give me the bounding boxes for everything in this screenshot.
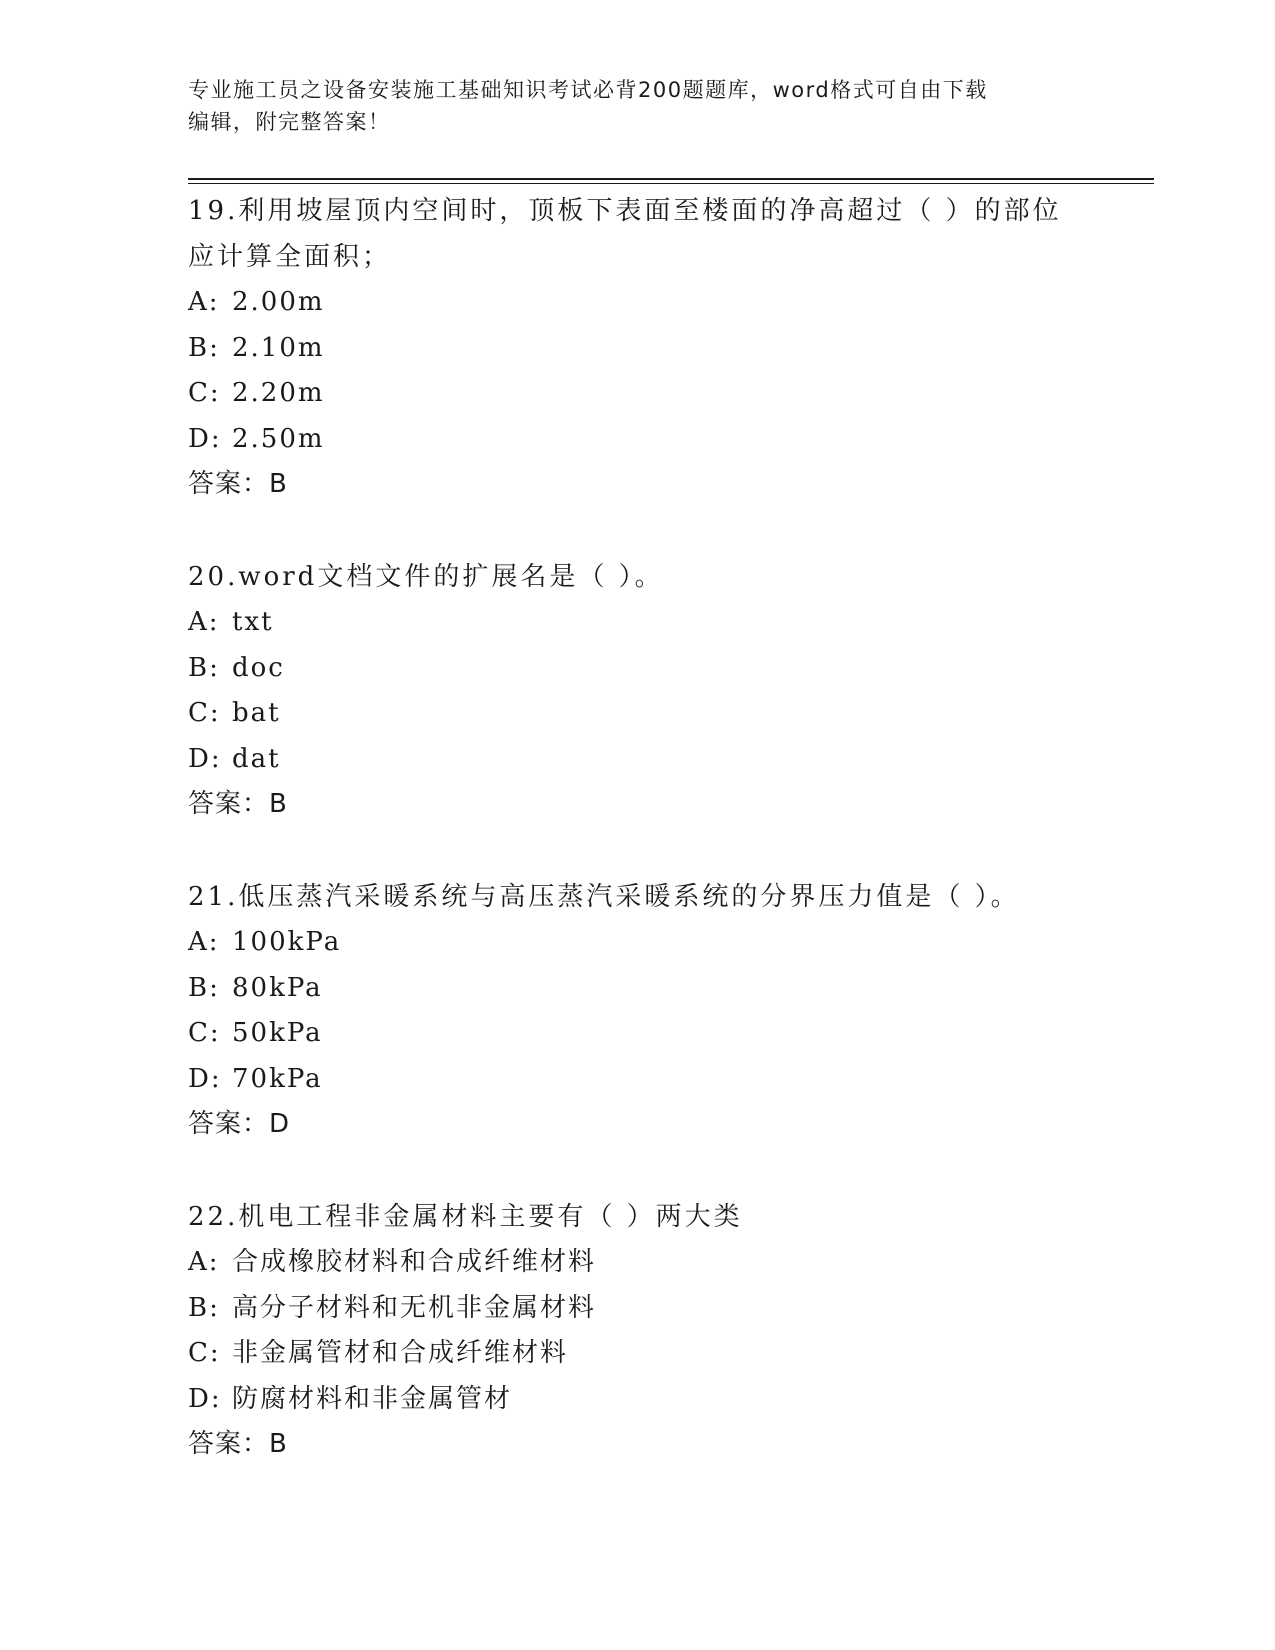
option-text: 2.20m xyxy=(232,378,325,408)
option-letter: D: xyxy=(188,1383,222,1414)
option-text: 50kPa xyxy=(232,1018,323,1048)
header-title-line-2: 编辑，附完整答案！ xyxy=(188,110,391,134)
option-c xyxy=(188,371,1088,417)
question-stem-line-1: 21.低压蒸汽采暖系统与高压蒸汽采暖系统的分界压力值是（ ）。 xyxy=(188,882,1020,912)
option-letter: A: xyxy=(188,287,220,317)
option-text: 70kPa xyxy=(232,1063,323,1094)
question-stem-line-1: 19.利用坡屋顶内空间时，顶板下表面至楼面的净高超过（ ）的部位 xyxy=(188,196,1062,226)
answer-line: 答案：D xyxy=(188,1109,291,1139)
option-letter: D: xyxy=(188,423,222,454)
option-text: 非金属管材和合成纤维材料 xyxy=(232,1338,569,1368)
option-d xyxy=(188,737,1088,783)
question-stem-line-1: 20.word文档文件的扩展名是（ ）。 xyxy=(188,562,664,592)
option-a xyxy=(188,920,1088,966)
option-letter: C: xyxy=(188,1338,221,1368)
option-b xyxy=(188,1286,1088,1332)
question-stem xyxy=(188,1194,1088,1240)
header-divider-thin xyxy=(188,183,1154,184)
option-letter: B: xyxy=(188,972,220,1003)
question-stem xyxy=(188,554,1088,600)
question-stem-line-2: 应计算全面积； xyxy=(188,242,392,272)
option-c xyxy=(188,1011,1088,1057)
option-text: 2.10m xyxy=(232,332,325,363)
option-a xyxy=(188,1240,1088,1286)
option-c xyxy=(188,1331,1088,1377)
document-header xyxy=(188,74,1068,138)
option-b xyxy=(188,646,1088,692)
option-d xyxy=(188,417,1088,463)
option-a xyxy=(188,280,1088,326)
option-text: txt xyxy=(232,607,274,637)
option-letter: C: xyxy=(188,378,221,408)
question-20 xyxy=(188,554,1088,826)
option-text: 2.50m xyxy=(232,423,325,454)
option-b xyxy=(188,966,1088,1012)
option-c xyxy=(188,691,1088,737)
question-22 xyxy=(188,1194,1088,1466)
option-letter: B: xyxy=(188,1292,220,1323)
answer-line: 答案：B xyxy=(188,469,288,499)
option-letter: B: xyxy=(188,652,220,683)
option-text: doc xyxy=(232,652,285,683)
question-19 xyxy=(188,188,1088,506)
option-text: 防腐材料和非金属管材 xyxy=(232,1383,513,1414)
question-list xyxy=(188,188,1088,1514)
answer-line: 答案：B xyxy=(188,1429,288,1459)
answer-line: 答案：B xyxy=(188,789,288,819)
option-text: 高分子材料和无机非金属材料 xyxy=(232,1292,597,1323)
option-text: 80kPa xyxy=(232,972,323,1003)
question-21 xyxy=(188,874,1088,1146)
option-text: dat xyxy=(232,743,281,774)
option-letter: D: xyxy=(188,743,222,774)
option-letter: A: xyxy=(188,927,220,957)
option-letter: B: xyxy=(188,332,220,363)
option-letter: D: xyxy=(188,1063,222,1094)
option-letter: C: xyxy=(188,698,221,728)
option-letter: A: xyxy=(188,1247,220,1277)
question-stem xyxy=(188,874,1088,920)
option-text: 100kPa xyxy=(232,927,342,957)
option-letter: C: xyxy=(188,1018,221,1048)
header-divider-thick xyxy=(188,178,1154,180)
option-b xyxy=(188,326,1088,372)
option-d xyxy=(188,1057,1088,1103)
header-title-line-1: 专业施工员之设备安装施工基础知识考试必背200题题库，word格式可自由下载 xyxy=(188,78,988,102)
option-text: 2.00m xyxy=(232,287,325,317)
option-text: 合成橡胶材料和合成纤维材料 xyxy=(232,1247,597,1277)
option-text: bat xyxy=(232,698,281,728)
question-stem-line-1: 22.机电工程非金属材料主要有（ ）两大类 xyxy=(188,1202,743,1232)
question-stem xyxy=(188,188,1088,280)
option-letter: A: xyxy=(188,607,220,637)
option-a xyxy=(188,600,1088,646)
option-d xyxy=(188,1377,1088,1423)
